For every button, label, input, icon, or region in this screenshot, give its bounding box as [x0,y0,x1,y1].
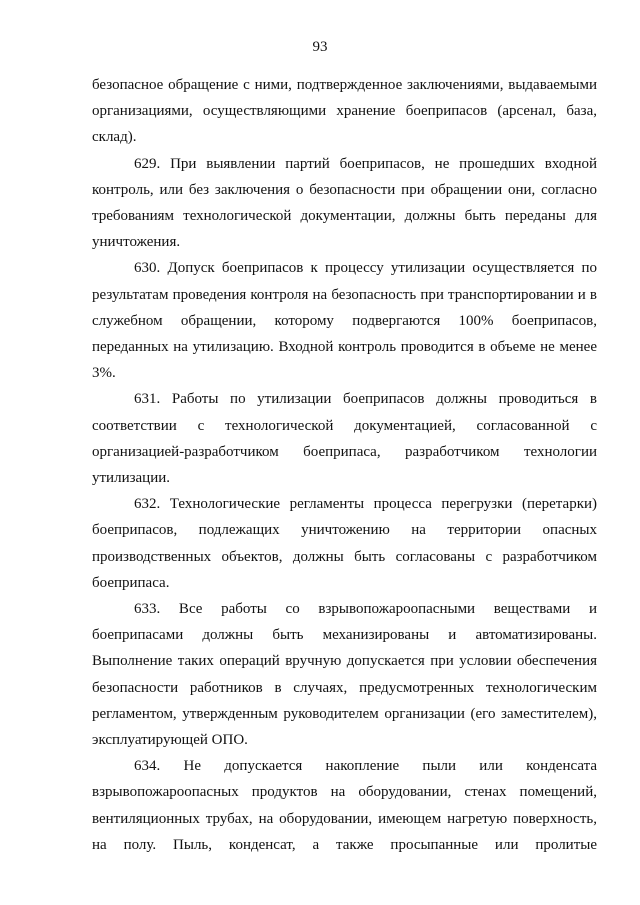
paragraph-631: 631. Работы по утилизации боеприпасов должны проводиться в соответствии с технологической документацией, согласованной с организацией-разработчиком боеприпаса, разработчиком технологии утилизации. [92,391,597,487]
paragraph-629: 629. При выявлении партий боеприпасов, не прошедших входной контроль, или без заключения о безопасности при обращении они, согласно требованиям технологической документации, должны быть переданы для уничтожения. [92,155,597,251]
paragraph-633: 633. Все работы со взрывопожароопасными веществами и боеприпасами должны быть механизированы и автоматизированы. Выполнение таких операций вручную допускается при условии обеспечения безопасности работников в случаях, предусмотренных технологическим регламентом, утвержденным руководителем организации (его заместителем), эксплуатирующей ОПО. [92,601,597,749]
paragraph-continuation: безопасное обращение с ними, подтвержденное заключениями, выдаваемыми организациями, осуществляющими хранение боеприпасов (арсенал, база, склад). [92,77,597,146]
page-number: 93 [312,39,328,55]
body-text [92,72,597,858]
paragraph-632: 632. Технологические регламенты процесса перегрузки (перетарки) боеприпасов, подлежащих уничтожению на территории опасных производственных объектов, должны быть согласованы с разработчиком боеприпаса. [92,496,597,591]
paragraph-634: 634. Не допускается накопление пыли или конденсата взрывопожароопасных продуктов на оборудовании, стенах помещений, вентиляционных трубах, на оборудовании, имеющем нагретую поверхность, на полу. Пыль, конденсат, а также просыпанные или пролитые [92,758,597,853]
paragraph-630: 630. Допуск боеприпасов к процессу утилизации осуществляется по результатам проведения контроля на безопасность при транспортировании и в служебном обращении, которому подвергаются 100% боеприпасов, переданных на утилизацию. Входной контроль проводится в объеме не менее 3%. [92,260,597,382]
